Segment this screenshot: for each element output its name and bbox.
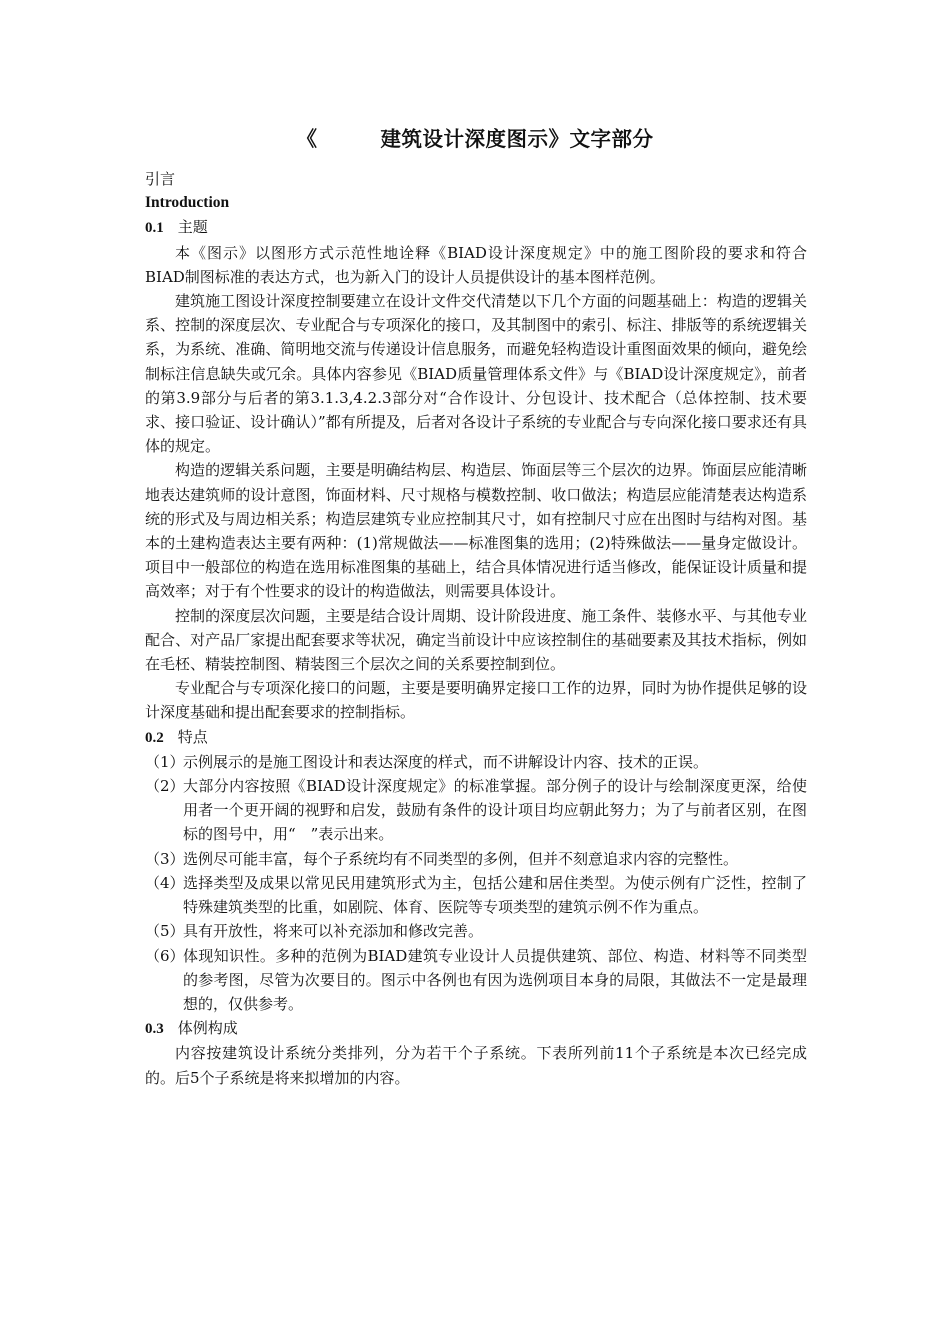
section-title: 特点 bbox=[177, 727, 208, 746]
list-item bbox=[147, 871, 807, 919]
paragraph: 本《图示》以图形方式示范性地诠释《BIAD设计深度规定》中的施工图阶段的要求和符合BIAD制图标准的表达方式，也为新入门的设计人员提供设计的基本图样范例。 bbox=[145, 243, 807, 286]
section-heading-0-3 bbox=[145, 1016, 807, 1041]
list-item bbox=[147, 847, 807, 871]
list-item-text: 选择类型及成果以常见民用建筑形式为主，包括公建和居住类型。为使示例有广泛性，控制了特殊建筑类型的比重，如剧院、体育、医院等专项类型的建筑示例不作为重点。 bbox=[183, 873, 807, 917]
list-item bbox=[147, 944, 807, 1017]
document-body bbox=[145, 167, 807, 1090]
list-item-text: 示例展示的是施工图设计和表达深度的样式，而不讲解设计内容、技术的正误。 bbox=[183, 752, 709, 771]
list-item-number: （4） bbox=[145, 873, 185, 892]
section-number: 0.1 bbox=[145, 220, 164, 237]
section-number: 0.3 bbox=[145, 1021, 164, 1038]
list-item-text: 选例尽可能丰富，每个子系统均有不同类型的多例，但并不刻意追求内容的完整性。 bbox=[183, 849, 739, 868]
paragraph: 专业配合与专项深化接口的问题，主要是要明确界定接口工作的边界，同时为协作提供足够的设计深度基础和提出配套要求的控制指标。 bbox=[145, 679, 807, 722]
list-item-number: （1） bbox=[145, 752, 185, 771]
section-heading-0-2 bbox=[145, 725, 807, 750]
paragraph: 内容按建筑设计系统分类排列，分为若干个子系统。下表所列前11个子系统是本次已经完成的。后5个子系统是将来拟增加的内容。 bbox=[145, 1044, 807, 1087]
list-item-text: 体现知识性。多种的范例为BIAD建筑专业设计人员提供建筑、部位、构造、材料等不同类型的参考图，尽管为次要目的。图示中各例也有因为选例项目本身的局限，其做法不一定是最理想的，仅供参考。 bbox=[183, 946, 807, 1013]
list-item-number: （6） bbox=[145, 946, 185, 965]
list-item-number: （5） bbox=[145, 922, 185, 941]
list-item bbox=[147, 919, 807, 943]
list-item-text: 具有开放性，将来可以补充添加和修改完善。 bbox=[183, 922, 484, 941]
paragraph: 控制的深度层次问题，主要是结合设计周期、设计阶段进度、施工条件、装修水平、与其他专业配合、对产品厂家提出配套要求等状况，确定当前设计中应该控制住的基础要素及其技术指标，例如在毛柸、精装控制图、精装图三个层次之间的关系要控制到位。 bbox=[145, 606, 807, 674]
paragraph: 建筑施工图设计深度控制要建立在设计文件交代清楚以下几个方面的问题基础上：构造的逻辑关系、控制的深度层次、专业配合与专项深化的接口，及其制图中的索引、标注、排版等的系统逻辑关系，为系统、准确、简明地交流与传递设计信息服务，而避免轻构造设计重图面效果的倾向，避免绘制标注信息缺失或冗余。具体内容参见《BIAD质量管理体系文件》与《BIAD设计深度规定》，前者的第3.9部分与后者的第3.1.3,4.2.3部分对“合作设计、分包设计、技术配合（总体控制、技术要求、接口验证、设计确认）”都有所提及，后者对各设计子系统的专业配合与专向深化接口要求还有具体的规定。 bbox=[145, 292, 807, 456]
section-number: 0.2 bbox=[145, 729, 164, 746]
document-title: 《 建筑设计深度图示》文字部分 bbox=[296, 127, 654, 151]
section-heading-0-1 bbox=[145, 215, 807, 240]
list-item-number: （2） bbox=[145, 777, 185, 796]
list-item-text: 大部分内容按照《BIAD设计深度规定》的标准掌握。部分例子的设计与绘制深度更深，给使用者一个更开阔的视野和启发，鼓励有条件的设计项目均应朝此努力；为了与前者区别，在图标的图号中，用“ ”表示出来。 bbox=[183, 777, 807, 844]
list-item bbox=[147, 750, 807, 774]
heading-english: Introduction bbox=[145, 194, 230, 212]
section-title: 主题 bbox=[177, 218, 208, 237]
section-title: 体例构成 bbox=[177, 1019, 238, 1038]
list-item bbox=[147, 774, 807, 847]
paragraph: 构造的逻辑关系问题，主要是明确结构层、构造层、饰面层等三个层次的边界。饰面层应能清晰地表达建筑师的设计意图，饰面材料、尺寸规格与模数控制、收口做法；构造层应能清楚表达构造系统的形式及与周边相关系；构造层建筑专业应控制其尺寸，如有控制尺寸应在出图时与结构对图。基本的土建构造表达主要有两种：(1)常规做法——标准图集的选用；(2)特殊做法——量身定做设计。项目中一般部位的构造在选用标准图集的基础上，结合具体情况进行适当修改，能保证设计质量和提高效率；对于有个性要求的设计的构造做法，则需要具体设计。 bbox=[145, 461, 807, 601]
list-item-number: （3） bbox=[145, 849, 185, 868]
heading-chinese: 引言 bbox=[145, 170, 176, 188]
